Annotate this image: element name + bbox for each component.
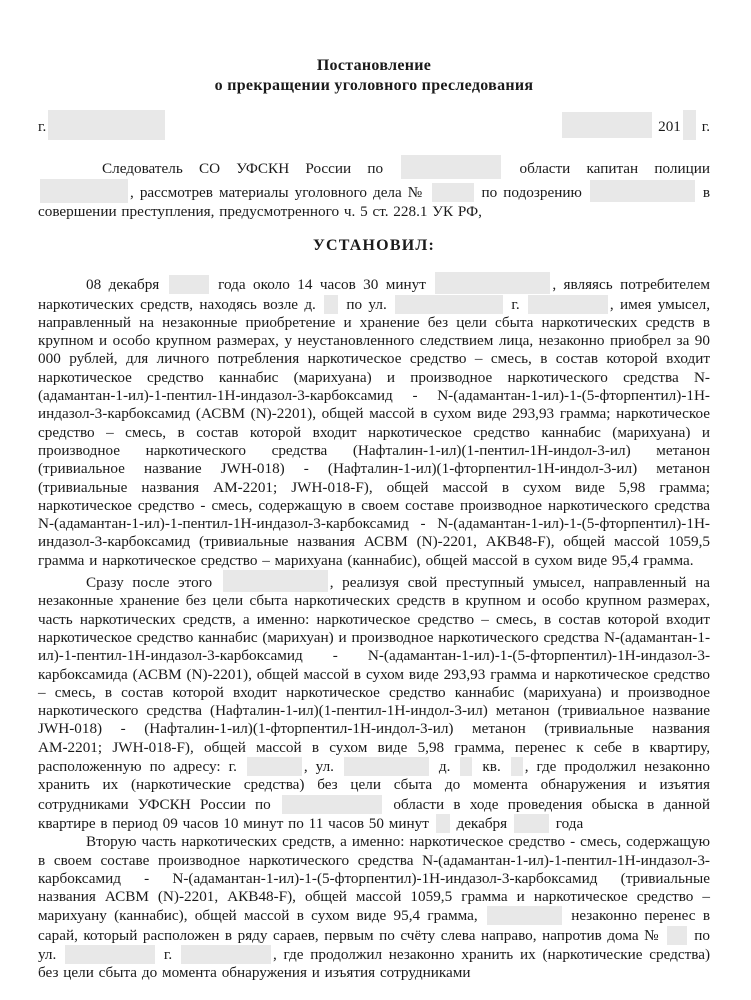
dateline-city: г. — [38, 110, 167, 142]
redaction-box — [528, 295, 608, 314]
title-line-2: о прекращении уголовного преследования — [214, 77, 534, 94]
redaction-box — [48, 110, 165, 140]
document-title — [38, 56, 710, 96]
redaction-box — [223, 570, 328, 592]
redaction-box — [247, 757, 302, 776]
redaction-box — [562, 112, 652, 138]
dateline-date: 201 г. — [560, 110, 710, 142]
redaction-box — [511, 757, 523, 776]
title-line-1: Постановление — [316, 57, 432, 74]
redaction-box — [514, 814, 549, 833]
redaction-box — [401, 155, 501, 179]
redaction-box — [590, 180, 695, 202]
body-paragraph-2: Сразу после этого , реализуя свой преступный умысел, направленный на незаконные хранение без цели сбыта наркотических средств в крупном и особо крупном размерах, часть наркотических средств, а именно: наркотическое средство – смесь, в состав которой входит наркотическое средство каннабис (марихуан) и производное наркотического средства N-(адамантан-1-ил)-1-пентил-1Н-индазол-3-карбоксамид - N-(адамантан-1-ил)-1-(5-фторпентил)-1Н-индазол-3-карбоксамида (АСВМ (N)-2201), общей массой в сухом виде 293,93 грамма и наркотическое средство – смесь, в состав которой входит наркотическое средство каннабис (марихуана) и производное наркотического средства (Нафталин-1-ил)(1-пентил-1Н-индол-3-ил) метанон (тривиальное название JWH-018) - (Нафталин-1-ил)(1-фторпентил-1Н-индол-3-ил) метанон (тривиальные названия АМ-2201; JWH-018-F), общей массой в сухом виде 5,98 грамма, перенес к себе в квартиру, расположенную по адресу: г. , ул. д. кв. , где продолжил незаконно хранить их (наркотические средства) без цели сбыта до момента обнаружения и изъятия сотрудниками УФСКН России по области в ходе проведения обыска в данной квартире в период 09 часов 10 минут по 11 часов 50 минут декабря года — [38, 570, 710, 833]
redaction-box — [436, 814, 450, 833]
intro-paragraph: Следователь СО УФСКН России по области капитан полиции , рассмотрев материалы уголовного дела № по подозрению в совершении преступления, предусмотренного ч. 5 ст. 228.1 УК РФ, — [38, 155, 710, 221]
redaction-box — [683, 110, 696, 140]
redaction-box — [181, 945, 271, 964]
redaction-box — [432, 183, 474, 202]
redaction-box — [667, 926, 687, 945]
redaction-box — [282, 795, 382, 814]
redaction-box — [169, 275, 209, 294]
resolution-heading: УСТАНОВИЛ: — [313, 237, 435, 255]
redaction-box — [460, 757, 472, 776]
redaction-box — [435, 272, 550, 294]
redaction-box — [395, 295, 503, 314]
body-paragraph-3: Вторую часть наркотических средств, а именно: наркотическое средство - смесь, содержащую в своем составе производное наркотического средства N-(адамантан-1-ил)-1-пентил-1Н-индазол-3-карбоксамид - N-(адамантан-1-ил)-1-(5-фторпентил)-1Н-индазол-3-карбоксамид (тривиальные названия АСВМ (N)-2201, АКВ48-F), общей массой 1059,5 грамма и наркотическое средство – марихуану (каннабис), общей массой в сухом виде 95,4 грамма, незаконно перенес в сарай, который расположен в ряду сараев, первым по счёту слева направо, напротив дома № по ул. г. , где продолжил незаконно хранить их (наркотические средства) без цели сбыта до момента обнаружения и изъятия сотрудниками — [38, 833, 710, 982]
dateline — [38, 110, 710, 142]
redaction-box — [324, 295, 338, 314]
redaction-box — [487, 906, 562, 925]
redaction-box — [344, 757, 429, 776]
body-paragraph-1: 08 декабря года около 14 часов 30 минут , являясь потребителем наркотических средств, находясь возле д. по ул. г. , имея умысел, направленный на незаконные приобретение и хранение без цели сбыта наркотических средств в крупном и особо крупном размерах, у неустановленного следствием лица, незаконно приобрел за 90 000 рублей, для личного потребления наркотическое средство – смесь, в состав которой входит наркотическое средство каннабис (марихуана) и производное наркотического средства N-(адамантан-1-ил)-1-пентил-1Н-индазол-3-карбоксамид - N-(адамантан-1-ил)-1-(5-фторпентил)-1Н-индазол-3-карбоксамид (АСВМ (N)-2201), общей массой в сухом виде 293,93 грамма; наркотическое средство – смесь, в состав которой входит наркотическое средство каннабис (марихуана) и производное наркотического средства (Нафталин-1-ил)(1-пентил-1Н-индол-3-ил) метанон (тривиальное название JWH-018) - (Нафталин-1-ил)(1-фторпентил-1Н-индол-3-ил) метанон (тривиальные названия АМ-2201; JWH-018-F), общей массой в сухом виде 5,98 грамма; наркотическое средство - смесь, содержащую в своем составе производное наркотического средства N-(адамантан-1-ил)-1-пентил-1Н-индазол-3-карбоксамид - N-(адамантан-1-ил)-1-(5-фторпентил)-1Н-индазол-3-карбоксамид (тривиальные названия АСВМ (N)-2201, АКВ48-F), общей массой 1059,5 грамма и наркотическое средство – марихуана (каннабис), общей массой в сухом виде 95,4 грамма. — [38, 272, 710, 570]
redaction-box — [65, 945, 155, 964]
redaction-box — [40, 179, 128, 203]
